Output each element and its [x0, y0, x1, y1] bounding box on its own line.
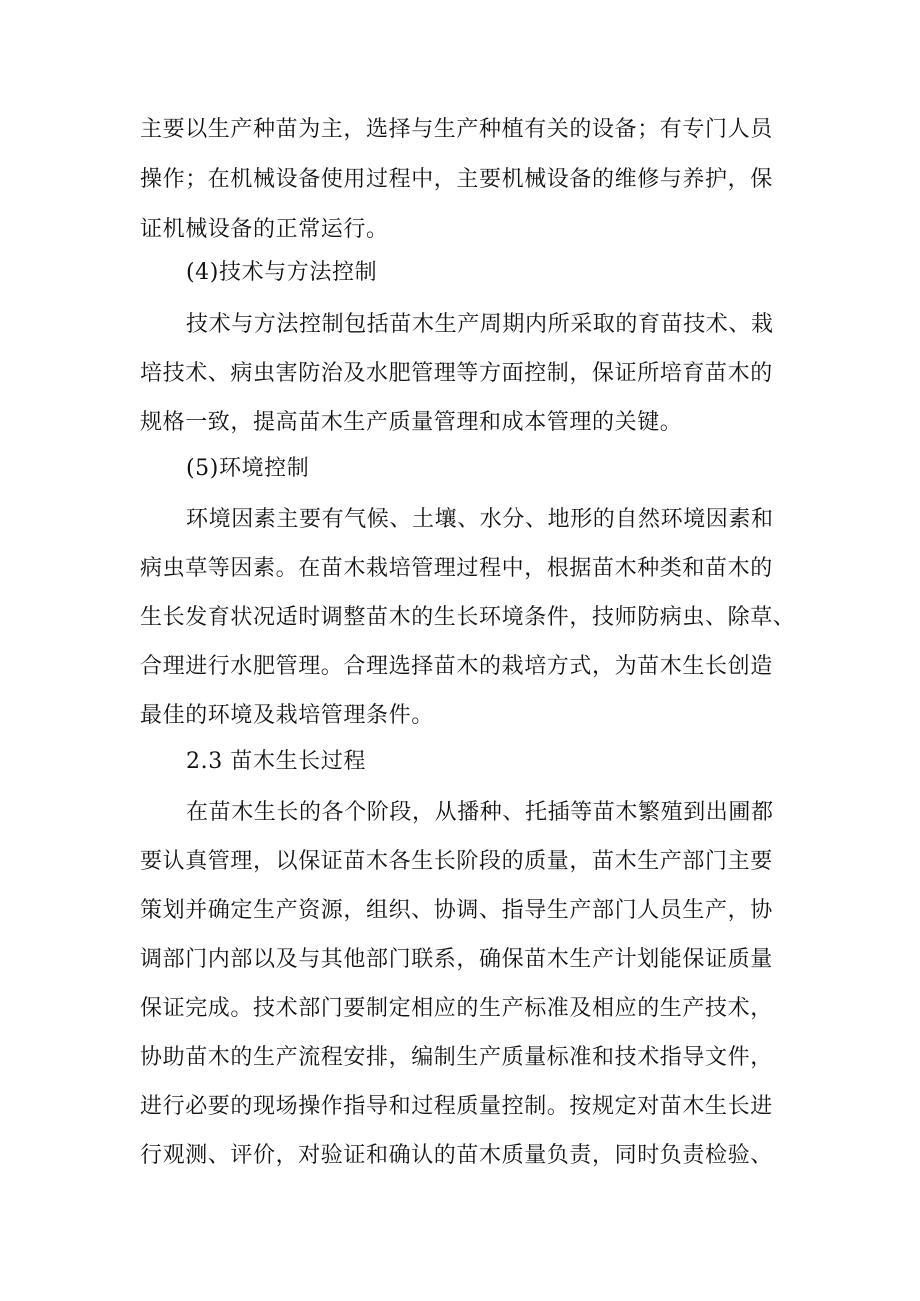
paragraph-line: 协助苗木的生产流程安排，编制生产质量标准和技术指导文件，	[140, 1045, 773, 1070]
section-heading: (4)技术与方法控制	[186, 260, 378, 285]
paragraph-line: 环境因素主要有气候、土壤、水分、地形的自然环境因素和	[186, 507, 774, 532]
paragraph-line: 最佳的环境及栽培管理条件。	[140, 703, 434, 728]
section-heading: 2.3 苗木生长过程	[186, 749, 366, 774]
paragraph-line: 主要以生产种苗为主，选择与生产种植有关的设备；有专门人员	[140, 117, 773, 142]
paragraph-line: 行观测、评价，对验证和确认的苗木质量负责，同时负责检验、	[140, 1143, 773, 1168]
paragraph-line: 合理进行水肥管理。合理选择苗木的栽培方式，为苗木生长创造	[140, 654, 773, 679]
paragraph-line: 要认真管理，以保证苗木各生长阶段的质量，苗木生产部门主要	[140, 849, 773, 874]
paragraph-line: 策划并确定生产资源，组织、协调、指导生产部门人员生产，协	[140, 898, 773, 923]
paragraph-line: 操作；在机械设备使用过程中，主要机械设备的维修与养护，保	[140, 167, 773, 192]
paragraph-line: 生长发育状况适时调整苗木的生长环境条件，技师防病虫、除草、	[140, 605, 796, 630]
paragraph-line: 进行必要的现场操作指导和过程质量控制。按规定对苗木生长进	[140, 1094, 773, 1119]
paragraph-line: 保证完成。技术部门要制定相应的生产标准及相应的生产技术，	[140, 996, 773, 1021]
paragraph-line: 病虫草等因素。在苗木栽培管理过程中，根据苗木种类和苗木的	[140, 556, 773, 581]
paragraph-line: 调部门内部以及与其他部门联系，确保苗木生产计划能保证质量	[140, 947, 773, 972]
paragraph-line: 证机械设备的正常运行。	[140, 217, 389, 242]
paragraph-line: 培技术、病虫害防治及水肥管理等方面控制，保证所培育苗木的	[140, 361, 773, 386]
paragraph-line: 规格一致，提高苗木生产质量管理和成本管理的关键。	[140, 410, 683, 435]
section-heading: (5)环境控制	[186, 456, 310, 481]
paragraph-line: 技术与方法控制包括苗木生产周期内所采取的育苗技术、栽	[186, 312, 774, 337]
paragraph-line: 在苗木生长的各个阶段，从播种、托插等苗木繁殖到出圃都	[186, 800, 774, 825]
